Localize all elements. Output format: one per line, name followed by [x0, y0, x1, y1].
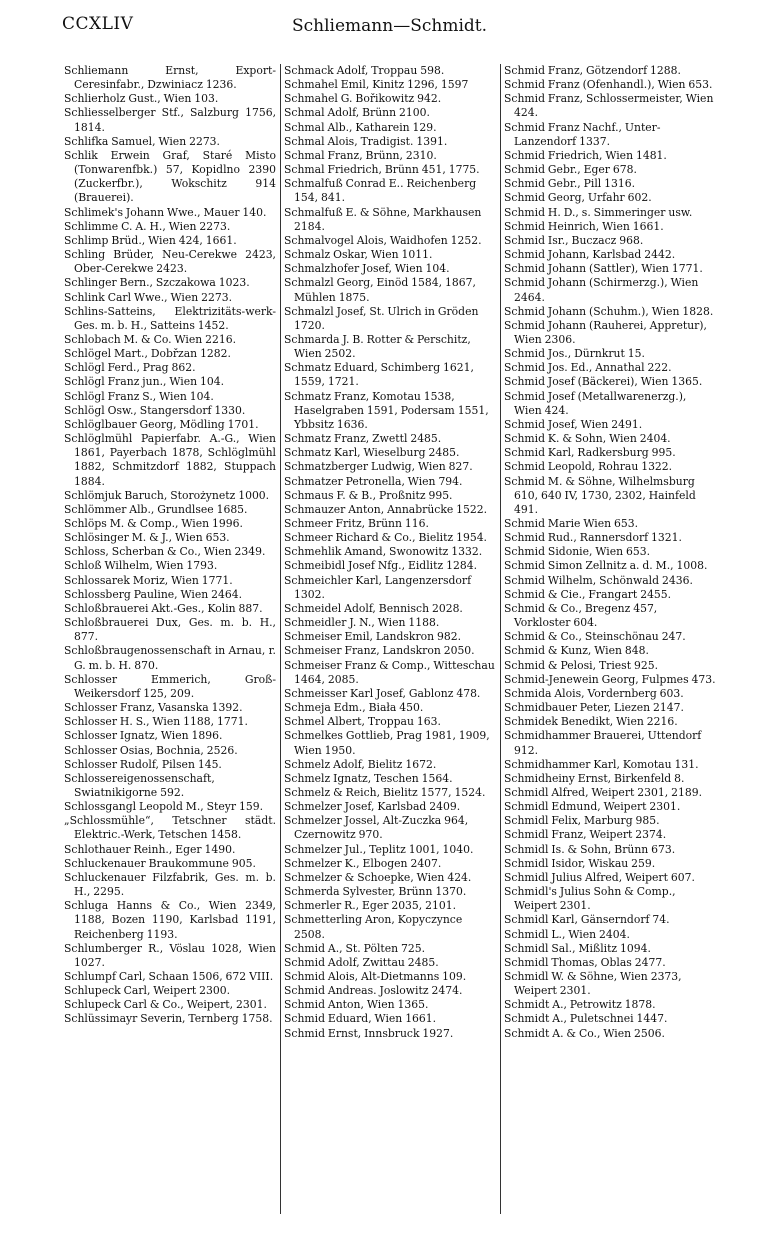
directory-entry: Schmalfuß Conrad E.. Reichenberg 154, 841. [284, 177, 477, 205]
directory-entry: Schmarda J. B. Rotter & Perschitz, Wien 2502. [284, 332, 471, 361]
directory-entry: Schmatz Eduard, Schimberg 1621, 1559, 1721. [284, 361, 474, 389]
directory-entry: Schmid Johann (Schirmerzg.), Wien 2464. [504, 276, 699, 304]
directory-entry: Schmerler R., Eger 2035, 2101. [284, 899, 457, 913]
directory-entry: Schmid Adolf, Zwittau 2485. [284, 955, 439, 969]
directory-entry: Schmid Josef (Bäckerei), Wien 1365. [504, 375, 703, 389]
directory-entry: Schmid-Jenewein Georg, Fulpmes 473. [504, 672, 716, 686]
directory-entry: Schmalvogel Alois, Waidhofen 1252. [284, 233, 482, 247]
directory-entry: Schmahel Emil, Kinitz 1296, 1597 [284, 78, 469, 92]
directory-entry: Schmeer Richard & Co., Bielitz 1954. [284, 531, 487, 545]
directory-entry: Schmidl Edmund, Weipert 2301. [504, 800, 681, 814]
directory-entry: Schlimp Brüd., Wien 424, 1661. [64, 233, 237, 247]
directory-entry: Schlögl Franz S., Wien 104. [64, 389, 214, 403]
directory-entry: Schmidl Sal., Mißlitz 1094. [504, 941, 651, 955]
directory-entry: Schmeja Edm., Biała 450. [284, 701, 424, 715]
directory-entry: Schlömmer Alb., Grundlsee 1685. [64, 502, 248, 516]
directory-entry: Schlögl Osw., Stangersdorf 1330. [64, 403, 246, 417]
directory-entry: Schmidl Felix, Marburg 985. [504, 814, 660, 828]
directory-entry: Schmidl's Julius Sohn & Comp., Weipert 2301. [504, 885, 676, 913]
directory-entry: Schmelz Ignatz, Teschen 1564. [284, 771, 453, 785]
directory-entry: Schmal Friedrich, Brünn 451, 1775. [284, 163, 480, 177]
directory-entry: Schmid M. & Söhne, Wilhelmsburg 610, 640 IV, 1730, 2302, Hainfeld 491. [504, 474, 696, 516]
directory-entry: Schmelkes Gottlieb, Prag 1981, 1909, Wien 1950. [284, 729, 490, 757]
directory-entry: Schlösinger M. & J., Wien 653. [64, 531, 230, 545]
directory-entry: Schmida Alois, Vordernberg 603. [504, 686, 684, 700]
directory-entry: Schlifka Samuel, Wien 2273. [64, 134, 220, 148]
directory-entry: Schmehlik Amand, Swonowitz 1332. [284, 545, 483, 559]
directory-entry: Schmid Ernst, Innsbruck 1927. [284, 1026, 454, 1040]
directory-entry: Schmid & Co., Steinschönau 247. [504, 630, 686, 644]
column-2 [284, 64, 496, 1224]
directory-entry: Schmerda Sylvester, Brünn 1370. [284, 885, 467, 899]
directory-entry: Schlobach M. & Co. Wien 2216. [64, 332, 237, 346]
directory-entry: Schlömjuk Baruch, Storożynetz 1000. [64, 488, 270, 502]
directory-entry: Schmid Georg, Urfahr 602. [504, 191, 652, 205]
directory-entry: Schmelzer Josef, Karlsbad 2409. [284, 800, 461, 814]
directory-entry: Schmatz Karl, Wieselburg 2485. [284, 446, 460, 460]
directory-entry: Schmid Simon Zellnitz a. d. M., 1008. [504, 559, 708, 573]
directory-entry: Schmack Adolf, Troppau 598. [284, 64, 445, 77]
directory-entry: Schmahel G. Bořikowitz 942. [284, 92, 442, 106]
directory-entry: Schmidl Isidor, Wiskau 259. [504, 856, 656, 870]
directory-entry: Schmid Johann (Sattler), Wien 1771. [504, 262, 703, 276]
page-number: CCXLIV [62, 14, 134, 34]
directory-entry: Schling Brüder, Neu-Cerekwe 2423, Ober-Cerekwe 2423. [64, 248, 276, 276]
directory-entry: Schlöglbauer Georg, Mödling 1701. [64, 417, 259, 431]
directory-entry: Schlins-Satteins, Elektrizitäts-werk-Ges. m. b. H., Satteins 1452. [64, 304, 276, 332]
directory-entry: Schlothauer Reinh., Eger 1490. [64, 842, 236, 856]
directory-entry: Schmatzer Petronella, Wien 794. [284, 474, 463, 488]
directory-entry: Schmid Franz (Ofenhandl.), Wien 653. [504, 78, 713, 92]
directory-entry: Schmelz & Reich, Bielitz 1577, 1524. [284, 785, 486, 799]
directory-entry: Schmid Heinrich, Wien 1661. [504, 219, 664, 233]
directory-entry: Schmeiser Franz, Landskron 2050. [284, 644, 475, 658]
directory-entry: Schlumberger R., Vöslau 1028, Wien 1027. [64, 941, 276, 969]
directory-entry: Schmid Franz, Götzendorf 1288. [504, 64, 681, 77]
directory-entry: Schlögl Franz jun., Wien 104. [64, 375, 225, 389]
directory-entry: Schlüssimayr Severin, Ternberg 1758. [64, 1012, 273, 1026]
directory-entry: Schmid Josef (Metallwarenerzg.), Wien 424. [504, 389, 687, 417]
directory-entry: Schmidl Julius Alfred, Weipert 607. [504, 870, 695, 884]
directory-entry: Schmid Johann (Schuhm.), Wien 1828. [504, 304, 714, 318]
directory-entry: Schliesselberger Stf., Salzburg 1756, 1814. [64, 106, 276, 134]
directory-entry: Schmidl Karl, Gänserndorf 74. [504, 913, 670, 927]
directory-entry: Schmidl Alfred, Weipert 2301, 2189. [504, 785, 703, 799]
directory-entry: Schmeisser Karl Josef, Gablonz 478. [284, 686, 481, 700]
directory-entry: Schmid Franz, Schlossermeister, Wien 424. [504, 92, 714, 120]
directory-entry: Schlink Carl Wwe., Wien 2273. [64, 290, 233, 304]
directory-entry: Schlosser Osias, Bochnia, 2526. [64, 743, 238, 757]
directory-entry: Schloßbrauerei Akt.-Ges., Kolin 887. [64, 601, 263, 615]
directory-entry: Schmid K. & Sohn, Wien 2404. [504, 432, 671, 446]
directory-entry: Schmidhammer Karl, Komotau 131. [504, 757, 699, 771]
directory-entry: Schlossgangl Leopold M., Steyr 159. [64, 800, 264, 814]
directory-entry: Schlupeck Carl, Weipert 2300. [64, 984, 231, 998]
directory-entry: Schmalfuß E. & Söhne, Markhausen 2184. [284, 205, 482, 233]
directory-entry: Schmid Alois, Alt-Dietmanns 109. [284, 970, 467, 983]
directory-entry: Schmid & Pelosi, Triest 925. [504, 658, 659, 672]
column-3 [504, 64, 716, 1224]
directory-entry: Schlöps M. & Comp., Wien 1996. [64, 517, 243, 530]
directory-entry: Schlierholz Gust., Wien 103. [64, 92, 219, 106]
directory-entry: Schlossarek Moriz, Wien 1771. [64, 573, 233, 587]
directory-entry: Schmid & Cie., Frangart 2455. [504, 587, 672, 601]
directory-entry: Schmidl Thomas, Oblas 2477. [504, 955, 666, 969]
directory-entry: Schluckenauer Braukommune 905. [64, 856, 256, 870]
directory-entry: Schmid Jos., Dürnkrut 15. [504, 347, 645, 361]
directory-entry: Schmatz Franz, Zwettl 2485. [284, 432, 442, 446]
directory-entry: Schmid Gebr., Pill 1316. [504, 177, 636, 191]
directory-entry: Schmid Friedrich, Wien 1481. [504, 148, 667, 162]
directory-entry: Schmatzberger Ludwig, Wien 827. [284, 460, 473, 474]
directory-entry: Schluckenauer Filzfabrik, Ges. m. b. H., 2295. [64, 870, 276, 899]
directory-entry: Schlimek's Johann Wwe., Mauer 140. [64, 205, 267, 219]
directory-entry: Schmaus F. & B., Proßnitz 995. [284, 488, 453, 502]
directory-entry: Schmeidel Adolf, Bennisch 2028. [284, 601, 463, 615]
directory-entry: Schmid H. D., s. Simmeringer usw. [504, 205, 693, 219]
running-head: Schliemann—Schmidt. [292, 16, 487, 36]
directory-entry: Schmid Josef, Wien 2491. [504, 417, 643, 431]
directory-entry: Schlupeck Carl & Co., Weipert, 2301. [64, 998, 267, 1012]
directory-entry: Schmal Alb., Katharein 129. [284, 120, 437, 134]
directory-entry: Schmeichler Karl, Langenzersdorf 1302. [284, 573, 472, 601]
directory-entry: Schmidl W. & Söhne, Wien 2373, Weipert 2301. [504, 970, 682, 998]
directory-entry: Schlosser Emmerich, Groß-Weikersdorf 125, 209. [64, 672, 276, 700]
directory-entry: Schmeer Fritz, Brünn 116. [284, 517, 429, 530]
directory-entry: Schmeibidl Josef Nfg., Eidlitz 1284. [284, 559, 477, 573]
directory-entry: Schlosser Rudolf, Pilsen 145. [64, 757, 222, 771]
directory-entry: Schmid & Kunz, Wien 848. [504, 644, 649, 658]
directory-entry: Schmatz Franz, Komotau 1538, Haselgraben 1591, Podersam 1551, Ybbsitz 1636. [284, 389, 489, 431]
directory-entry: Schmelzer Jossel, Alt-Zuczka 964, Czernowitz 970. [284, 814, 469, 842]
directory-entry: Schmeiser Emil, Landskron 982. [284, 630, 462, 644]
directory-entry: Schlosser Franz, Vasanska 1392. [64, 701, 243, 715]
directory-entry: Schmelzer Jul., Teplitz 1001, 1040. [284, 842, 474, 856]
directory-entry: Schmid Eduard, Wien 1661. [284, 1012, 437, 1026]
directory-entry: Schmidt A., Petrowitz 1878. [504, 998, 656, 1012]
directory-entry: Schmidl Is. & Sohn, Brünn 673. [504, 842, 676, 856]
directory-entry: Schmid Gebr., Eger 678. [504, 163, 637, 177]
directory-entry: Schlossberg Pauline, Wien 2464. [64, 587, 243, 601]
directory-entry: Schmelzer & Schoepke, Wien 424. [284, 870, 472, 884]
directory-entry: Schlögl Ferd., Prag 862. [64, 361, 196, 375]
directory-entry: Schlöglmühl Papierfabr. A.-G., Wien 1861, Payerbach 1878, Schlöglmühl 1882, Schmitzdorf 1882, Stuppach 1884. [64, 432, 276, 488]
directory-entry: Schmal Franz, Brünn, 2310. [284, 148, 437, 162]
directory-entry: Schmetterling Aron, Kopyczynce 2508. [284, 913, 463, 941]
directory-entry: Schmid Leopold, Rohrau 1322. [504, 460, 673, 474]
directory-entry: Schmalzl Georg, Einöd 1584, 1867, Mühlen 1875. [284, 276, 476, 304]
directory-entry: Schmeidler J. N., Wien 1188. [284, 616, 440, 630]
directory-entry: Schmalzl Josef, St. Ulrich in Gröden 1720. [284, 304, 479, 332]
directory-entry: Schmidbauer Peter, Liezen 2147. [504, 701, 684, 715]
directory-entry: Schlosser H. S., Wien 1188, 1771. [64, 715, 248, 729]
directory-entry: Schlinger Bern., Szczakowa 1023. [64, 276, 250, 290]
directory-entry: Schmidek Benedikt, Wien 2216. [504, 715, 678, 729]
directory-entry: Schmal Adolf, Brünn 2100. [284, 106, 430, 120]
directory-entry: Schmalz Oskar, Wien 1011. [284, 248, 433, 262]
directory-entry: Schmelz Adolf, Bielitz 1672. [284, 757, 437, 771]
directory-columns [64, 64, 714, 1224]
directory-entry: Schmidt A. & Co., Wien 2506. [504, 1026, 665, 1040]
directory-entry: Schmalzhofer Josef, Wien 104. [284, 262, 450, 276]
directory-entry: „Schlossmühle“, Tetschner städt. Elektric.-Werk, Tetschen 1458. [64, 814, 276, 842]
directory-entry: Schmidt A., Puletschnei 1447. [504, 1012, 668, 1026]
directory-entry: Schmid Johann (Rauherei, Appretur), Wien 2306. [504, 318, 707, 346]
directory-entry: Schmid Isr., Buczacz 968. [504, 233, 644, 247]
directory-entry: Schloß Wilhelm, Wien 1793. [64, 559, 218, 573]
directory-entry: Schmid Andreas. Joslowitz 2474. [284, 984, 463, 998]
directory-entry: Schliemann Ernst, Export-Ceresinfabr., Dzwiniacz 1236. [64, 64, 276, 92]
directory-entry: Schlögel Mart., Dobřzan 1282. [64, 347, 231, 361]
directory-entry: Schmid Karl, Radkersburg 995. [504, 446, 676, 460]
directory-entry: Schmidl L., Wien 2404. [504, 927, 630, 941]
column-1 [64, 64, 276, 1224]
directory-entry: Schmid & Co., Bregenz 457, Vorkloster 604. [504, 601, 658, 630]
directory-entry: Schlimme C. A. H., Wien 2273. [64, 219, 231, 233]
directory-entry: Schmidheiny Ernst, Birkenfeld 8. [504, 771, 685, 785]
directory-entry: Schmid Johann, Karlsbad 2442. [504, 248, 676, 262]
directory-entry: Schloßbraugenossenschaft in Arnau, r. G. m. b. H. 870. [64, 644, 276, 672]
directory-entry: Schmid Franz Nachf., Unter-Lanzendorf 1337. [504, 120, 661, 148]
directory-entry: Schlossereigenossenschaft, Swiatnikigorne 592. [64, 771, 215, 799]
directory-entry: Schloßbrauerei Dux, Ges. m. b. H., 877. [64, 616, 276, 644]
directory-entry: Schmidl Franz, Weipert 2374. [504, 828, 667, 842]
directory-entry: Schmid A., St. Pölten 725. [284, 941, 426, 955]
directory-entry: Schmeiser Franz & Comp., Witteschau 1464, 2085. [284, 658, 495, 686]
directory-entry: Schloss, Scherban & Co., Wien 2349. [64, 545, 266, 559]
directory-entry: Schmal Alois, Tradigist. 1391. [284, 134, 448, 148]
directory-entry: Schmidhammer Brauerei, Uttendorf 912. [504, 729, 702, 757]
directory-entry: Schmauzer Anton, Annabrücke 1522. [284, 502, 488, 516]
directory-entry: Schlik Erwein Graf, Staré Misto (Tonwarenfbk.) 57, Kopidlno 2390 (Zuckerfbr.), Wokschitz 914 (Brauerei). [64, 148, 276, 205]
directory-entry: Schmid Rud., Rannersdorf 1321. [504, 531, 682, 545]
directory-entry: Schmid Jos. Ed., Annathal 222. [504, 361, 672, 375]
directory-entry: Schmid Sidonie, Wien 653. [504, 545, 651, 559]
directory-entry: Schmid Wilhelm, Schönwald 2436. [504, 573, 693, 587]
directory-entry: Schluga Hanns & Co., Wien 2349, 1188, Bozen 1190, Karlsbad 1191, Reichenberg 1193. [64, 899, 276, 941]
directory-entry: Schmel Albert, Troppau 163. [284, 715, 441, 729]
directory-entry: Schlosser Ignatz, Wien 1896. [64, 729, 223, 743]
directory-entry: Schmid Marie Wien 653. [504, 517, 639, 530]
directory-entry: Schlumpf Carl, Schaan 1506, 672 VIII. [64, 970, 274, 983]
directory-entry: Schmid Anton, Wien 1365. [284, 998, 429, 1012]
directory-entry: Schmelzer K., Elbogen 2407. [284, 856, 442, 870]
